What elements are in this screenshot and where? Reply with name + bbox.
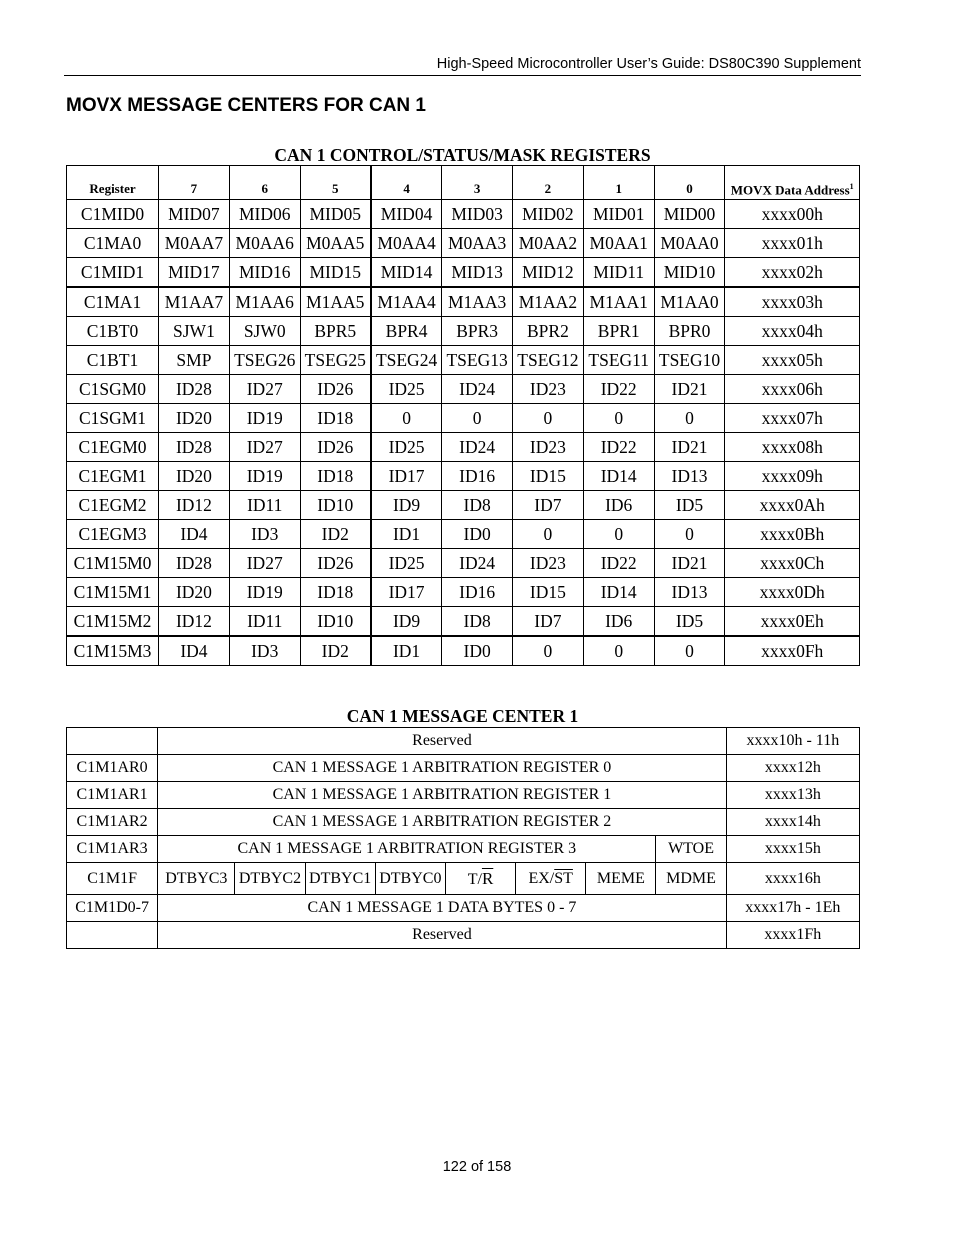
bit-cell: MID05 [300,200,371,229]
bit-cell: MID13 [442,258,513,288]
bit-cell: ID26 [300,375,371,404]
bit-prefix: EX/ [528,869,555,887]
bit-cell: 0 [654,636,725,666]
table-row [67,200,860,229]
table-row [67,491,860,520]
register-cell: C1SGM1 [67,404,159,433]
bit-cell: M1AA1 [583,287,654,317]
bit-cell: BPR2 [513,317,584,346]
address-header-text: MOVX Data Address [730,182,850,197]
register-cell: C1EGM1 [67,462,159,491]
address-column-header [725,166,860,200]
address-cell: xxxx16h [726,863,859,895]
bit-cell: ID20 [159,462,230,491]
bit-cell: ID20 [159,404,230,433]
register-cell: C1M1AR0 [67,755,158,782]
bit-cell: 0 [654,404,725,433]
bit-cell: ID7 [513,491,584,520]
bit-cell: ID6 [583,491,654,520]
address-cell: xxxx00h [725,200,860,229]
bit-cell: ID14 [583,578,654,607]
bit-cell: ID28 [159,433,230,462]
bit-cell: TSEG10 [654,346,725,375]
bit-cell: ID10 [300,607,371,637]
bit-cell: SJW0 [229,317,300,346]
bit-cell: ID22 [583,549,654,578]
table-row [67,895,860,922]
register-cell: C1M1AR1 [67,782,158,809]
bit-cell: ID18 [300,404,371,433]
register-cell: C1MID1 [67,258,159,288]
address-cell: xxxx0Fh [725,636,860,666]
bit-cell: BPR5 [300,317,371,346]
bit-cell: ID28 [159,549,230,578]
bit-cell: ID10 [300,491,371,520]
bit-cell: ID0 [442,520,513,549]
bit-cell: 0 [371,404,442,433]
message-center-table [66,727,860,949]
bit-cell: ID1 [371,520,442,549]
description-cell: CAN 1 MESSAGE 1 ARBITRATION REGISTER 1 [158,782,726,809]
bit-cell: M0AA5 [300,229,371,258]
bit-cell: 0 [513,520,584,549]
bit-cell: ID4 [159,636,230,666]
bit-cell: MID15 [300,258,371,288]
control-status-mask-caption: CAN 1 CONTROL/STATUS/MASK REGISTERS [274,145,651,165]
bit-cell: ID21 [654,375,725,404]
bit-cell: ID19 [229,404,300,433]
table-row [67,922,860,949]
bit-cell: BPR4 [371,317,442,346]
bit-cell: ID12 [159,607,230,637]
bit-cell: ID13 [654,462,725,491]
bit-cell: M0AA4 [371,229,442,258]
bit-cell: MDME [656,863,726,895]
bit-cell: ID27 [229,375,300,404]
description-cell: CAN 1 MESSAGE 1 ARBITRATION REGISTER 0 [158,755,726,782]
column-header: 0 [654,166,725,200]
register-cell: C1M1D0-7 [67,895,158,922]
bit-cell: ID15 [513,578,584,607]
bit-cell: M1AA4 [371,287,442,317]
bit-cell: ID5 [654,491,725,520]
bit-cell: DTBYC0 [375,863,445,895]
bit-cell: ID16 [442,578,513,607]
bit-cell: MID11 [583,258,654,288]
address-cell: xxxx0Bh [725,520,860,549]
bit-cell: ID11 [229,607,300,637]
page-number: 122 of 158 [442,1159,512,1175]
bit-cell: ID20 [159,578,230,607]
bit-cell: M1AA0 [654,287,725,317]
bit-cell: ID22 [583,433,654,462]
bit-cell: ID11 [229,491,300,520]
bit-cell [445,863,515,895]
bit-cell: 0 [583,636,654,666]
table-row [67,229,860,258]
bit-cell: SMP [159,346,230,375]
bit-cell: M0AA0 [654,229,725,258]
address-cell: xxxx12h [726,755,859,782]
message-center-caption: CAN 1 MESSAGE CENTER 1 [346,706,579,726]
bit-cell: ID9 [371,607,442,637]
address-cell: xxxx08h [725,433,860,462]
bit-cell: M1AA6 [229,287,300,317]
bit-cell: 0 [583,520,654,549]
bit-cell: MID06 [229,200,300,229]
bit-cell: M0AA2 [513,229,584,258]
register-cell: C1EGM2 [67,491,159,520]
bit-cell: TSEG25 [300,346,371,375]
description-cell: CAN 1 MESSAGE 1 ARBITRATION REGISTER 2 [158,809,726,836]
description-cell: CAN 1 MESSAGE 1 DATA BYTES 0 - 7 [158,895,726,922]
table-row [67,375,860,404]
address-cell: xxxx02h [725,258,860,288]
column-header: 1 [583,166,654,200]
table-row [67,404,860,433]
bit-cell: ID23 [513,375,584,404]
bit-cell: ID23 [513,549,584,578]
register-cell: C1BT0 [67,317,159,346]
bit-cell: ID15 [513,462,584,491]
bit-cell: MID04 [371,200,442,229]
column-header: 7 [159,166,230,200]
address-cell: xxxx0Eh [725,607,860,637]
bit-cell: MID03 [442,200,513,229]
address-cell: xxxx04h [725,317,860,346]
address-cell: xxxx1Fh [726,922,859,949]
bit-cell: MID12 [513,258,584,288]
bit-cell: BPR1 [583,317,654,346]
bit-cell: MEME [586,863,656,895]
register-cell: C1BT1 [67,346,159,375]
table-row [67,346,860,375]
address-cell: xxxx10h - 11h [726,728,859,755]
bit-overbar: $\overline{R}$ [481,868,494,888]
column-header: 5 [300,166,371,200]
bit-cell: ID21 [654,433,725,462]
register-cell: C1MID0 [67,200,159,229]
register-cell: C1MA0 [67,229,159,258]
bit-cell: MID16 [229,258,300,288]
bit-cell: ID19 [229,462,300,491]
bit-prefix: T/ [467,870,482,888]
table-row [67,578,860,607]
table-row [67,782,860,809]
bit-cell: ID5 [654,607,725,637]
column-header: 2 [513,166,584,200]
address-cell: xxxx06h [725,375,860,404]
table-row [67,549,860,578]
bit-cell: BPR0 [654,317,725,346]
bit-cell: ID24 [442,375,513,404]
bit-cell: ID1 [371,636,442,666]
bit-cell: M0AA7 [159,229,230,258]
bit-cell: M1AA7 [159,287,230,317]
bit-cell: ID12 [159,491,230,520]
footnote-marker: 1 [849,181,854,191]
register-cell: C1M15M3 [67,636,159,666]
bit-cell: DTBYC3 [158,863,235,895]
bit-cell: ID0 [442,636,513,666]
bit-cell: ID2 [300,636,371,666]
table-row [67,755,860,782]
bit-cell: ID23 [513,433,584,462]
register-cell: C1M1AR2 [67,809,158,836]
bit-cell: SJW1 [159,317,230,346]
bit-cell: M1AA5 [300,287,371,317]
table-row [67,317,860,346]
bit-cell: ID3 [229,636,300,666]
bit-cell: 0 [442,404,513,433]
address-cell: xxxx15h [726,836,859,863]
bit-cell: 0 [654,520,725,549]
register-cell: C1EGM3 [67,520,159,549]
bit-cell: M1AA3 [442,287,513,317]
section-title: MOVX MESSAGE CENTERS FOR CAN 1 [66,95,426,116]
bit-cell: WTOE [656,836,726,863]
bit-cell: MID00 [654,200,725,229]
address-cell: xxxx01h [725,229,860,258]
description-cell: CAN 1 MESSAGE 1 ARBITRATION REGISTER 3 [158,836,656,863]
address-cell: xxxx13h [726,782,859,809]
bit-cell: ID17 [371,462,442,491]
bit-cell: TSEG24 [371,346,442,375]
register-cell: C1M15M0 [67,549,159,578]
bit-cell: DTBYC1 [305,863,375,895]
bit-cell: ID2 [300,520,371,549]
control-status-mask-table [66,165,860,666]
bit-cell: TSEG11 [583,346,654,375]
address-cell: xxxx17h - 1Eh [726,895,859,922]
bit-cell: 0 [513,636,584,666]
table-row [67,258,860,288]
bit-cell: ID18 [300,578,371,607]
bit-cell: BPR3 [442,317,513,346]
address-cell: xxxx09h [725,462,860,491]
table-row [67,433,860,462]
column-header: Register [67,166,159,200]
bit-cell: ID27 [229,549,300,578]
bit-cell: 0 [583,404,654,433]
bit-cell: ID25 [371,375,442,404]
register-cell: C1M15M2 [67,607,159,637]
table-row [67,728,860,755]
bit-cell: M0AA3 [442,229,513,258]
reserved-cell: Reserved [158,728,726,755]
table-row [67,836,860,863]
bit-cell: ID27 [229,433,300,462]
address-cell: xxxx14h [726,809,859,836]
reserved-cell: Reserved [158,922,726,949]
bit-cell: ID13 [654,578,725,607]
running-header: High-Speed Microcontroller User’s Guide: DS80C390 Supplement [64,54,861,76]
bit-cell: ID8 [442,491,513,520]
bit-cell: ID17 [371,578,442,607]
bit-cell: MID02 [513,200,584,229]
table-row [67,863,860,895]
table-row [67,809,860,836]
column-header: 3 [442,166,513,200]
bit-cell: ID9 [371,491,442,520]
bit-cell: TSEG13 [442,346,513,375]
address-cell: xxxx05h [725,346,860,375]
bit-cell: ID24 [442,433,513,462]
bit-cell: M0AA6 [229,229,300,258]
bit-cell: ID28 [159,375,230,404]
address-cell: xxxx07h [725,404,860,433]
bit-cell: ID14 [583,462,654,491]
register-cell: C1MA1 [67,287,159,317]
address-cell: xxxx0Dh [725,578,860,607]
bit-cell: MID17 [159,258,230,288]
table-row [67,636,860,666]
table-row [67,607,860,637]
bit-cell: ID26 [300,549,371,578]
register-cell: C1M1F [67,863,158,895]
table-row [67,520,860,549]
bit-cell: ID21 [654,549,725,578]
bit-cell: 0 [513,404,584,433]
bit-cell: ID8 [442,607,513,637]
bit-cell: MID10 [654,258,725,288]
bit-cell: MID07 [159,200,230,229]
bit-cell: ID25 [371,549,442,578]
bit-cell: ID19 [229,578,300,607]
bit-cell: ID26 [300,433,371,462]
register-cell: C1SGM0 [67,375,159,404]
bit-cell: DTBYC2 [235,863,305,895]
bit-cell: ID7 [513,607,584,637]
address-cell: xxxx03h [725,287,860,317]
bit-overbar: $\overline{ST}$ [554,869,573,887]
bit-cell: ID24 [442,549,513,578]
register-cell: C1M1AR3 [67,836,158,863]
bit-cell: ID4 [159,520,230,549]
address-cell: xxxx0Ch [725,549,860,578]
column-header: 6 [229,166,300,200]
bit-cell: ID18 [300,462,371,491]
register-cell [67,728,158,755]
header-row [67,166,860,200]
table-row [67,462,860,491]
bit-cell: TSEG12 [513,346,584,375]
bit-cell: ID3 [229,520,300,549]
register-cell: C1M15M1 [67,578,159,607]
bit-cell: ID16 [442,462,513,491]
address-cell: xxxx0Ah [725,491,860,520]
bit-cell: TSEG26 [229,346,300,375]
bit-cell: M0AA1 [583,229,654,258]
register-cell [67,922,158,949]
bit-cell: MID01 [583,200,654,229]
bit-cell: ID25 [371,433,442,462]
table-row [67,287,860,317]
register-cell: C1EGM0 [67,433,159,462]
bit-cell: MID14 [371,258,442,288]
bit-cell: ID6 [583,607,654,637]
bit-cell: ID22 [583,375,654,404]
bit-cell [516,863,586,895]
bit-cell: M1AA2 [513,287,584,317]
column-header: 4 [371,166,442,200]
